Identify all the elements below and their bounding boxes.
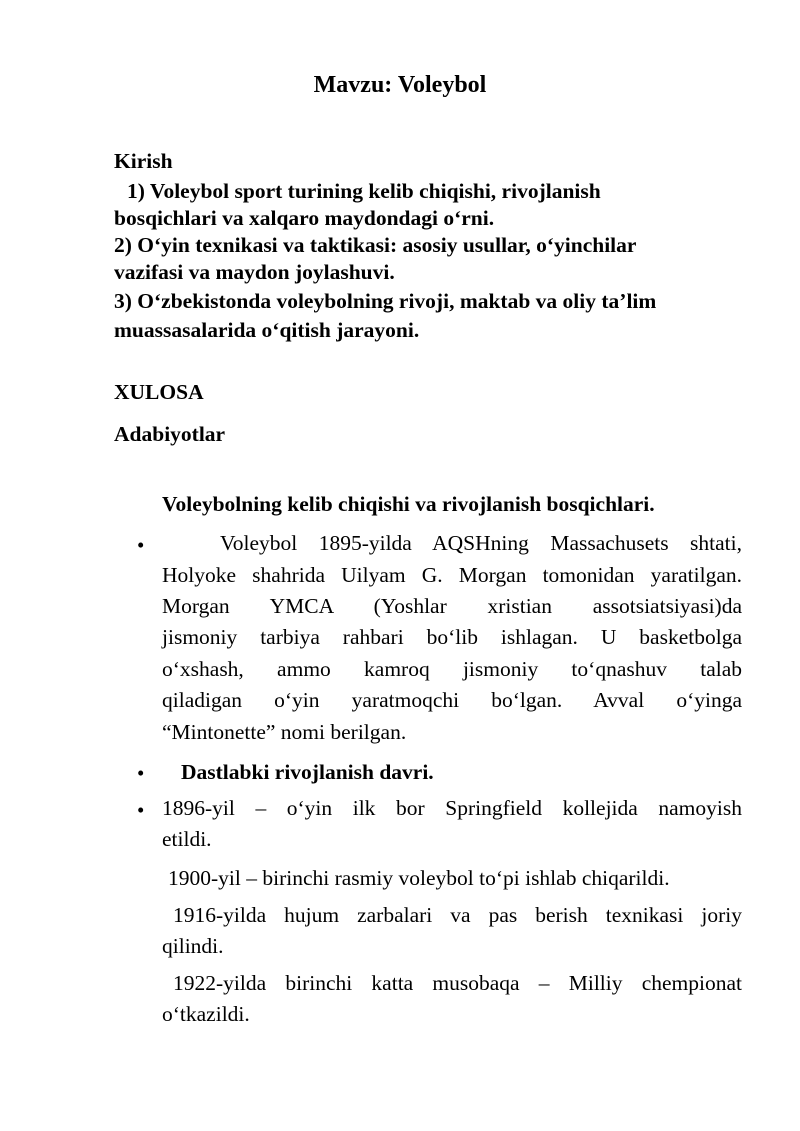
paragraph-line: jismoniy tarbiya rahbari bo‘lib ishlagan. U basketbolga — [162, 625, 742, 649]
paragraph-line: Voleybol 1895-yilda AQSHning Massachusets shtati, — [220, 531, 742, 555]
intro-line: 2) O‘yin texnikasi va taktikasi: asosiy usullar, o‘yinchilar — [114, 233, 637, 257]
timeline-line: 1916-yilda hujum zarbalari va pas berish texnikasi joriy — [173, 903, 742, 927]
intro-heading: Kirish — [114, 149, 173, 173]
paragraph-line: o‘xshash, ammo kamroq jismoniy to‘qnashuv talab — [162, 657, 742, 681]
references-heading: Adabiyotlar — [114, 422, 226, 446]
timeline-line: o‘tkazildi. — [162, 1002, 250, 1026]
paragraph-line: qiladigan o‘yin yaratmoqchi bo‘lgan. Avval o‘yinga — [162, 688, 742, 712]
intro-line: vazifasi va maydon joylashuvi. — [114, 260, 395, 284]
paragraph-line: Morgan YMCA (Yoshlar xristian assotsiatsiyasi)da — [162, 594, 742, 618]
paragraph-line: Holyoke shahrida Uilyam G. Morgan tomonidan yaratilgan. — [162, 563, 742, 587]
subheading: Dastlabki rivojlanish davri. — [181, 760, 434, 784]
bullet-marker: • — [137, 798, 145, 822]
bullet-marker: • — [137, 761, 145, 785]
intro-line: 1) Voleybol sport turining kelib chiqishi, rivojlanish — [127, 179, 601, 203]
page-title: Mavzu: Voleybol — [313, 72, 487, 98]
timeline-line: 1896-yil – o‘yin ilk bor Springfield kollejida namoyish — [162, 796, 742, 820]
intro-line: 3) O‘zbekistonda voleybolning rivoji, maktab va oliy ta’lim — [114, 289, 657, 313]
intro-line: muassasalarida o‘qitish jarayoni. — [114, 318, 420, 342]
timeline-line: qilindi. — [162, 934, 224, 958]
section-heading: Voleybolning kelib chiqishi va rivojlanish bosqichlari. — [162, 492, 655, 516]
timeline-line: 1900-yil – birinchi rasmiy voleybol to‘pi ishlab chiqarildi. — [168, 866, 670, 890]
bullet-marker: • — [137, 533, 145, 557]
timeline-line: 1922-yilda birinchi katta musobaqa – Milliy chempionat — [173, 971, 742, 995]
conclusion-heading: XULOSA — [114, 380, 204, 404]
intro-line: bosqichlari va xalqaro maydondagi o‘rni. — [114, 206, 495, 230]
timeline-line: etildi. — [162, 827, 212, 851]
paragraph-line: “Mintonette” nomi berilgan. — [162, 720, 407, 744]
